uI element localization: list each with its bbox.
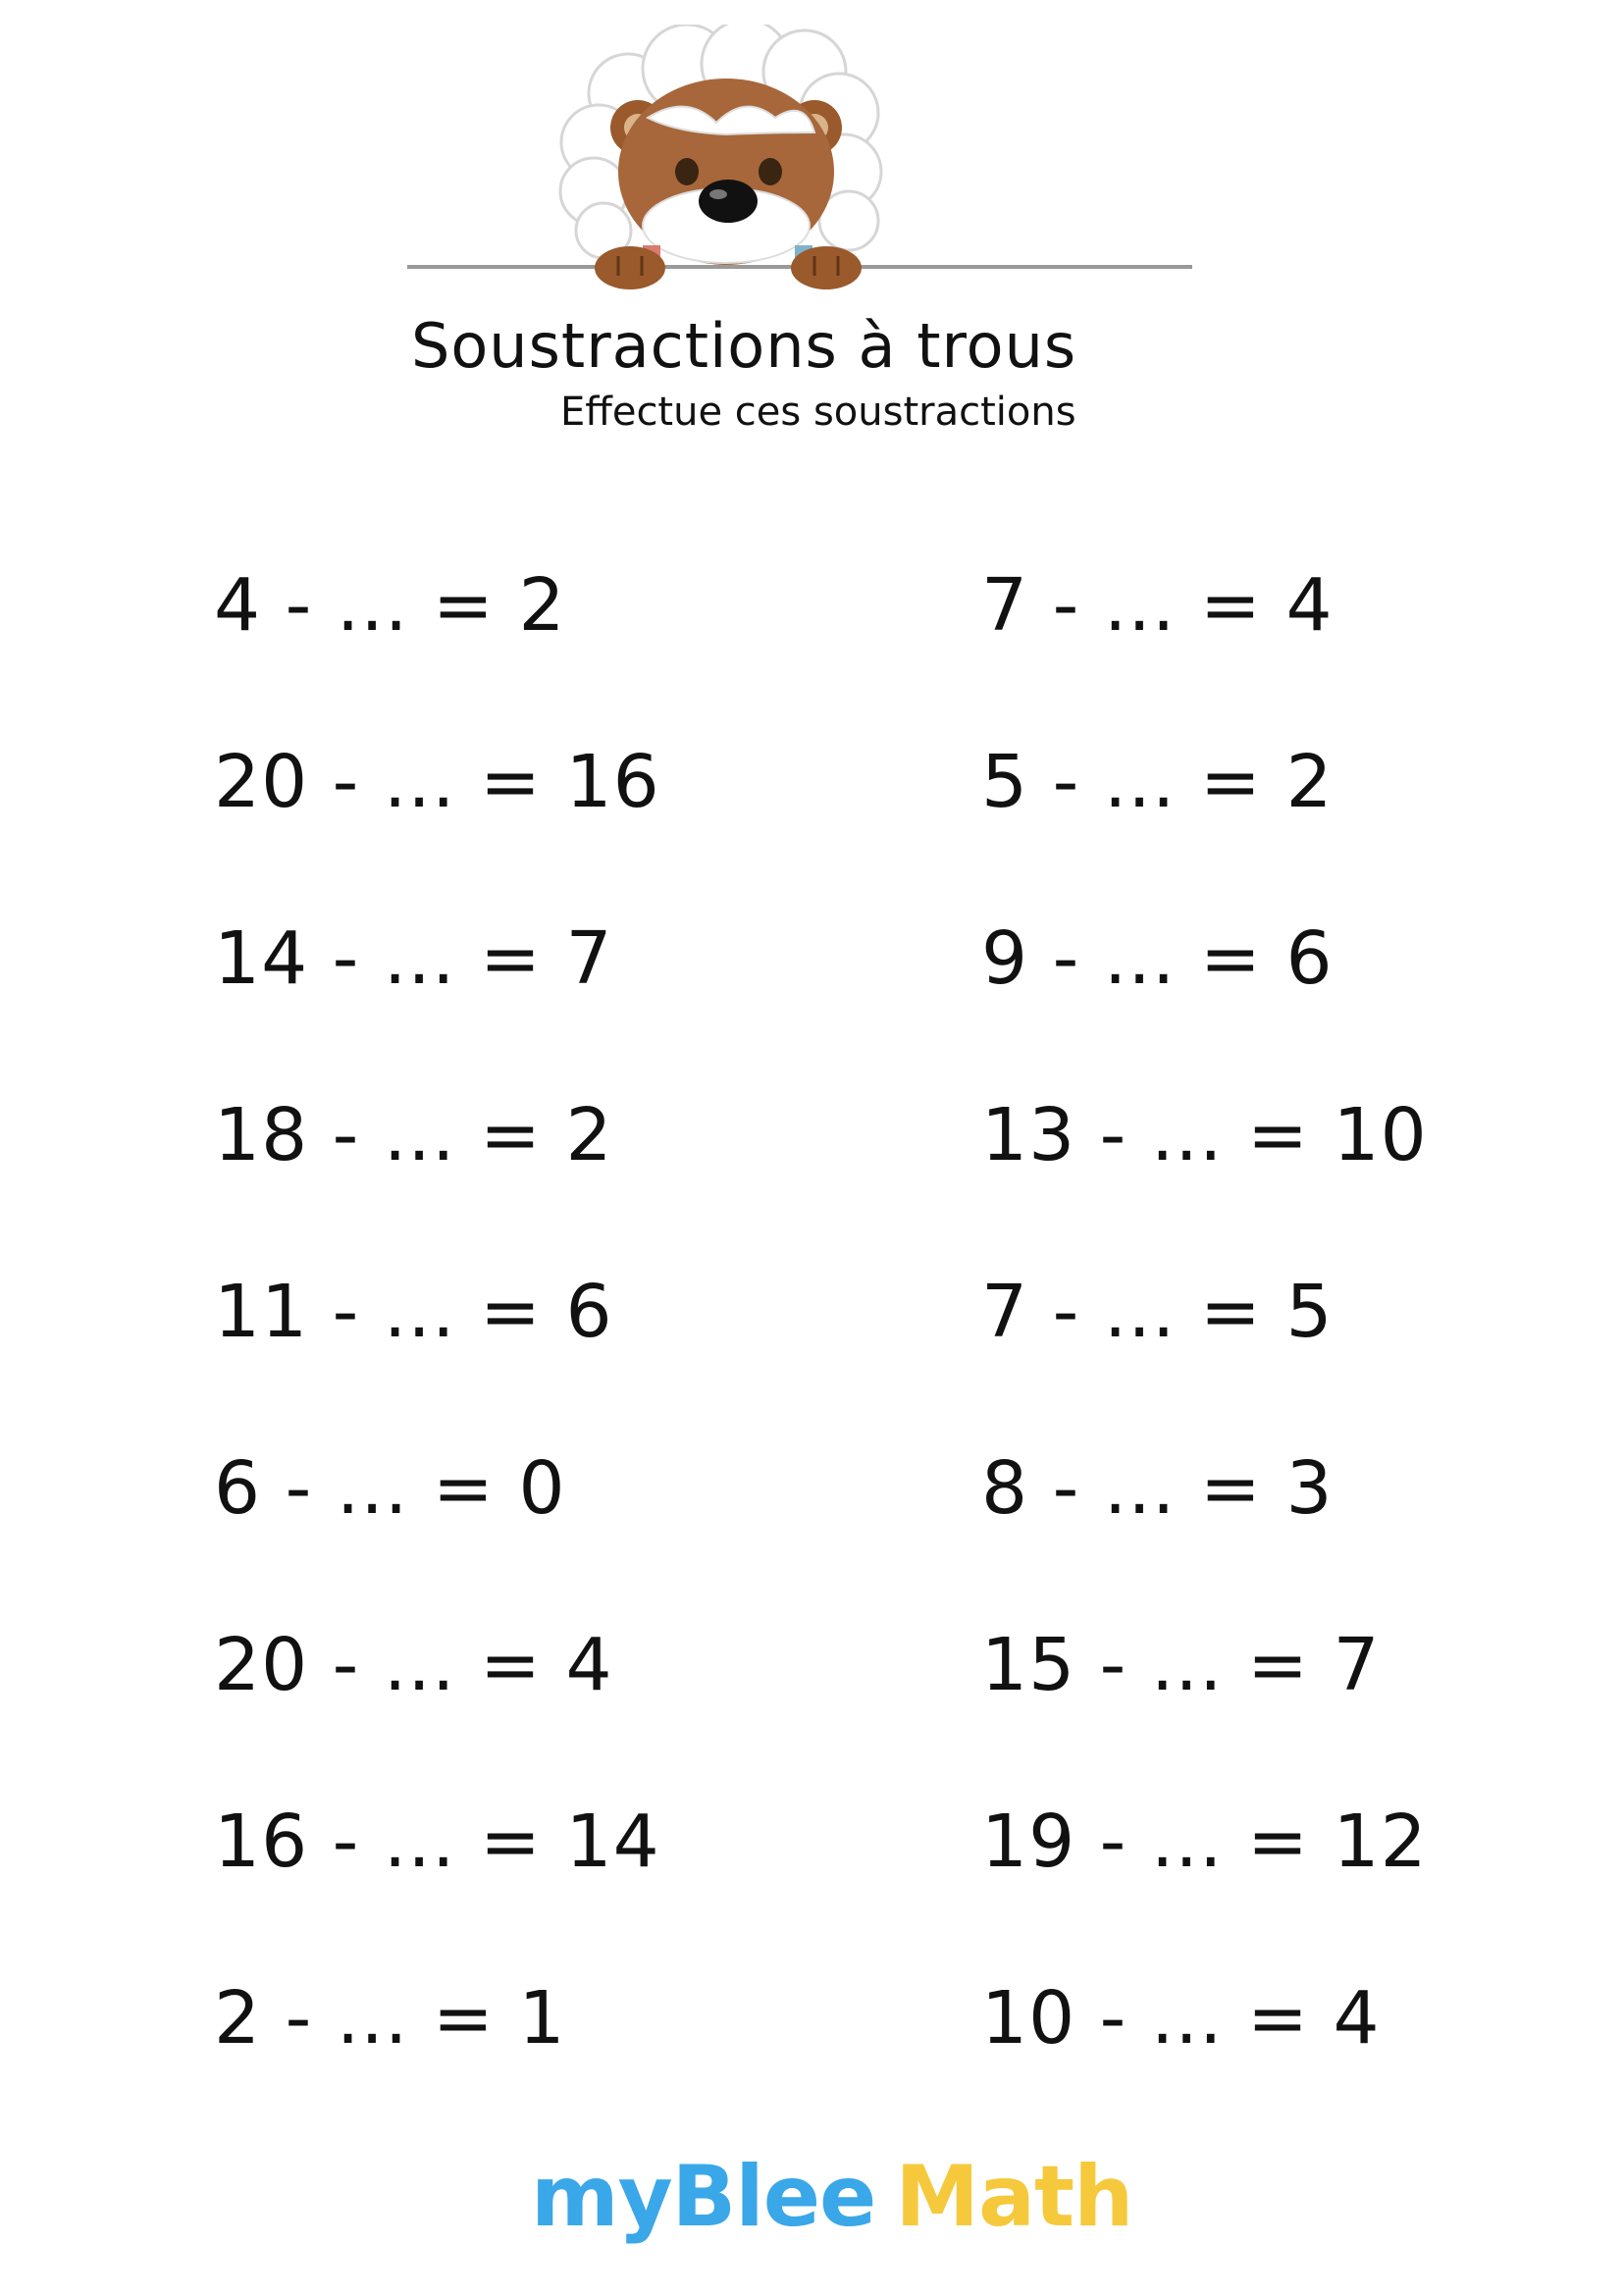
brand-logo-part-math: Math <box>895 2148 1133 2246</box>
exercise-right-9: 10 - ... = 4 <box>981 1976 1381 2061</box>
brand-logo <box>531 2148 1133 2246</box>
exercise-left-2: 20 - ... = 16 <box>214 740 660 824</box>
exercise-left-6: 6 - ... = 0 <box>214 1446 566 1531</box>
exercise-right-3: 9 - ... = 6 <box>981 916 1334 1001</box>
worksheet-subtitle: Effectue ces soustractions <box>560 390 1076 435</box>
exercise-right-5: 7 - ... = 5 <box>981 1270 1334 1354</box>
worksheet-title: Soustractions à trous <box>411 310 1077 382</box>
brand-logo-part-myblee: myBlee <box>531 2148 876 2246</box>
exercise-left-7: 20 - ... = 4 <box>214 1623 613 1707</box>
exercise-right-2: 5 - ... = 2 <box>981 740 1334 824</box>
exercise-left-3: 14 - ... = 7 <box>214 916 613 1001</box>
exercise-right-6: 8 - ... = 3 <box>981 1446 1334 1531</box>
exercise-right-7: 15 - ... = 7 <box>981 1623 1381 1707</box>
exercise-right-4: 13 - ... = 10 <box>981 1093 1428 1177</box>
exercise-right-8: 19 - ... = 12 <box>981 1800 1428 1884</box>
exercise-left-5: 11 - ... = 6 <box>214 1270 613 1354</box>
exercise-left-1: 4 - ... = 2 <box>214 563 566 648</box>
exercise-left-4: 18 - ... = 2 <box>214 1093 613 1177</box>
exercise-left-9: 2 - ... = 1 <box>214 1976 566 2061</box>
exercise-left-8: 16 - ... = 14 <box>214 1800 660 1884</box>
exercise-right-1: 7 - ... = 4 <box>981 563 1334 648</box>
